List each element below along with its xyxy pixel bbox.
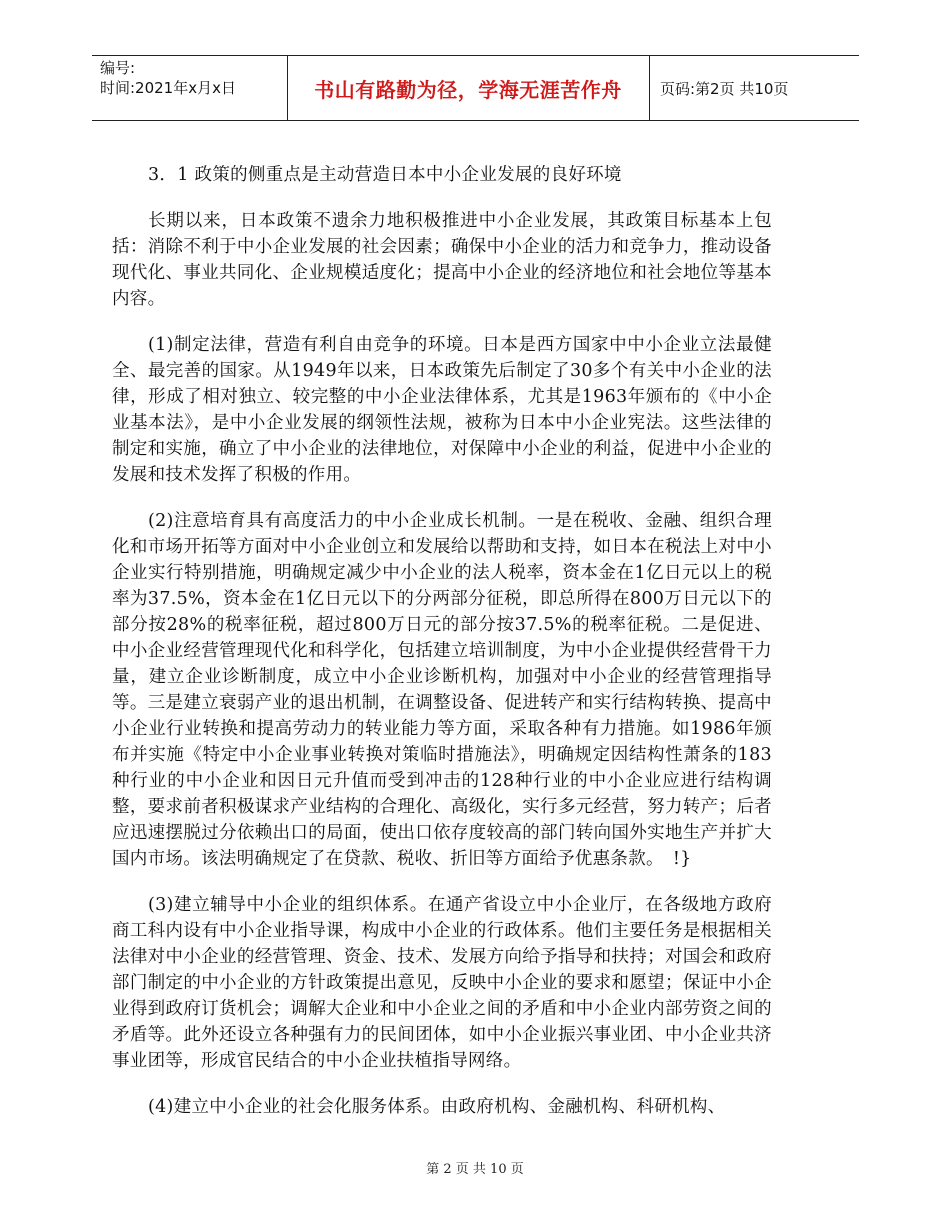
paragraph-law: (1)制定法律，营造有利自由竞争的环境。日本是西方国家中中小企业立法最健全、最完善的国家。从1949年以来，日本政策先后制定了30多个有关中小企业的法律，形成了相对独立、较完整的中小企业法律体系，尤其是1963年颁布的《中小企业基本法》，是中小企业发展的纲领性法规，被称为日本中小企业宪法。这些法律的制定和实施，确立了中小企业的法律地位，对保障中小企业的利益，促进中小企业的发展和技术发挥了积极的作用。 — [112, 335, 772, 485]
paragraph-growth-mechanism: (2)注意培育具有高度活力的中小企业成长机制。一是在税收、金融、组织合理化和市场开拓等方面对中小企业创立和发展给以帮助和支持，如日本在税法上对中小企业实行特别措施，明确规定减少中小企业的法人税率，资本金在1亿日元以上的税率为37.5%，资本金在1亿日元以下的分两部分征税，即总所得在800万日元以下的部分按28%的税率征税，超过800万日元的部分按37.5%的税率征税。二是促进、中小企业经营管理现代化和科学化，包括建立培训制度，为中小企业提供经营骨干力量，建立企业诊断制度，成立中小企业诊断机构，加强对中小企业的经营管理指导等。三是建立衰弱产业的退出机制，在调整设备、促进转产和实行结构转换、提高中小企业行业转换和提高劳动力的转业能力等方面，采取各种有力措施。如1986年颁布并实施《特定中小企业事业转换对策临时措施法》，明确规定因结构性萧条的183种行业的中小企业和因日元升值而受到冲击的128种行业的中小企业应进行结构调整，要求前者积极谋求产业结构的合理化、高级化，实行多元经营，努力转产；后者应迅速摆脱过分依赖出口的局面，使出口依存度较高的部门转向国外实地生产并扩大国内市场。该法明确规定了在贷款、税收、折旧等方面给予优惠条款。 !} — [112, 511, 772, 869]
header-motto: 书山有路勤为径，学海无涯苦作舟 — [314, 77, 622, 102]
paragraph-service-system: (4)建立中小企业的社会化服务体系。由政府机构、金融机构、科研机构、 — [148, 1097, 726, 1117]
paragraph-intro: 长期以来，日本政策不遗余力地积极推进中小企业发展，其政策目标基本上包括：消除不利于中小企业发展的社会因素；确保中小企业的活力和竞争力，推动设备现代化、事业共同化、企业规模适度化；提高中小企业的经济地位和社会地位等基本内容。 — [112, 211, 772, 309]
section-title: 3．1 政策的侧重点是主动营造日本中小企业发展的良好环境 — [148, 165, 622, 185]
page-footer: 第 2 页 共 10 页 — [426, 1162, 524, 1177]
header-page-label: 页码:第2页 共10页 — [660, 79, 789, 98]
header-meta — [100, 58, 286, 98]
paragraph-guidance-system: (3)建立辅导中小企业的组织体系。在通产省设立中小企业厅，在各级地方政府商工科内设有中小企业指导课，构成中小企业的行政体系。他们主要任务是根据相关法律对中小企业的经营管理、资金、技术、发展方向给予指导和扶持；对国会和政府部门制定的中小企业的方针政策提出意见，反映中小企业的要求和愿望；保证中小企业得到政府订货机会；调解大企业和中小企业之间的矛盾和中小企业内部劳资之间的矛盾等。此外还设立各种强有力的民间团体，如中小企业振兴事业团、中小企业共济事业团等，形成官民结合的中小企业扶植指导网络。 — [112, 895, 772, 1071]
header-divider-right — [649, 55, 650, 121]
document-body — [112, 162, 772, 1140]
document-time-label: 时间:2021年x月x日 — [100, 79, 236, 97]
document-number-label: 编号: — [100, 59, 136, 77]
